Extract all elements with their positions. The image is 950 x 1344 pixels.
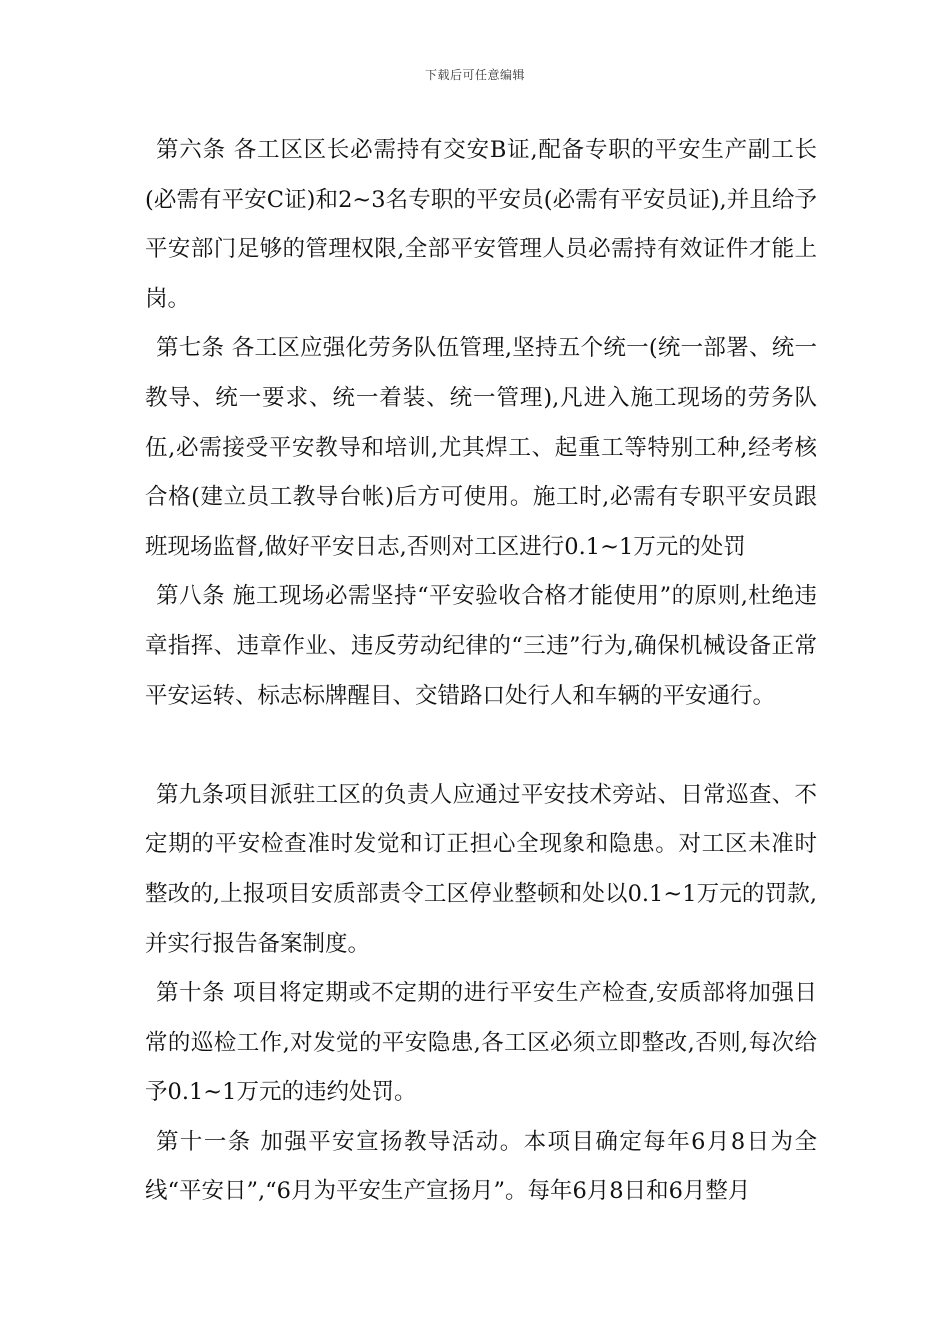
article-8-paragraph: 第八条 施工现场必需坚持“平安验收合格才能使用”的原则,杜绝违章指挥、违章作业、违反劳动纪律的“三违”行为,确保机械设备正常平安运转、标志标牌醒目、交错路口处行人和车辆的平安通行。 bbox=[145, 583, 817, 709]
article-6-paragraph: 第六条 各工区区长必需持有交安B证,配备专职的平安生产副工长(必需有平安C证)和2~3名专职的平安员(必需有平安员证),并且给予平安部门足够的管理权限,全部平安管理人员必需持有效证件才能上岗。 bbox=[145, 137, 817, 312]
article-7-paragraph: 第七条 各工区应强化劳务队伍管理,坚持五个统一(统一部署、统一教导、统一要求、统一着装、统一管理),凡进入施工现场的劳务队伍,必需接受平安教导和培训,尤其焊工、起重工等特别工种,经考核合格(建立员工教导台帐)后方可使用。施工时,必需有专职平安员跟班现场监督,做好平安日志,否则对工区进行0.1~1万元的处罚 bbox=[145, 335, 817, 560]
article-10-paragraph: 第十条 项目将定期或不定期的进行平安生产检查,安质部将加强日常的巡检工作,对发觉的平安隐患,各工区必须立即整改,否则,每次给予0.1~1万元的违约处罚。 bbox=[145, 980, 817, 1106]
header-note: 下载后可任意编辑 bbox=[424, 68, 525, 82]
article-9-paragraph: 第九条项目派驻工区的负责人应通过平安技术旁站、日常巡查、不定期的平安检查准时发觉和订正担心全现象和隐患。对工区未准时整改的,上报项目安质部责令工区停业整顿和处以0.1~1万元的罚款,并实行报告备案制度。 bbox=[145, 781, 817, 957]
document-body bbox=[145, 126, 817, 1217]
article-11-paragraph: 第十一条 加强平安宣扬教导活动。本项目确定每年6月8日为全线“平安日”,“6月为平安生产宣扬月”。每年6月8日和6月整月 bbox=[145, 1128, 817, 1205]
